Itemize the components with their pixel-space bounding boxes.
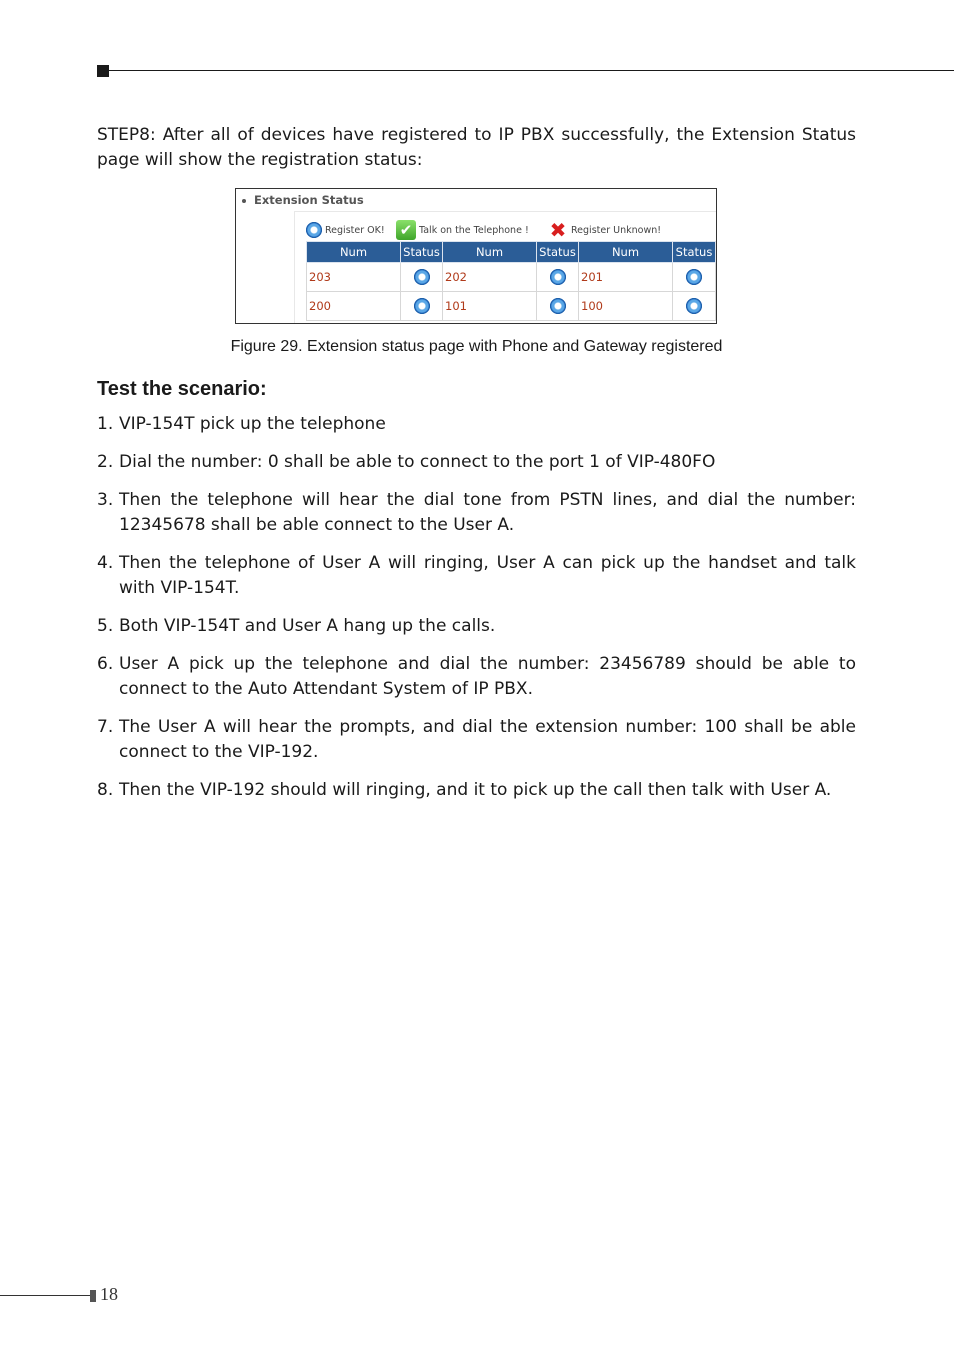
extension-num: 201 (579, 263, 673, 292)
extension-status-cell (537, 292, 579, 321)
legend-talk (396, 221, 529, 239)
figure-caption: Figure 29. Extension status page with Phone and Gateway registered (230, 338, 723, 355)
list-item-number: 1. (97, 414, 114, 434)
list-item (97, 551, 856, 601)
header-square-marker (97, 65, 109, 77)
list-item-number: 3. (97, 490, 114, 510)
table-row (307, 292, 716, 321)
list-item-text: The User A will hear the prompts, and dial the extension number: 100 shall be able connect to the VIP-192. (119, 717, 873, 762)
legend-register-ok-label: Register OK! (325, 224, 385, 236)
table-header-row (307, 242, 716, 263)
footer-rule (0, 1295, 90, 1296)
register-ok-icon (686, 269, 702, 285)
panel-left-border (294, 211, 295, 323)
list-item (97, 778, 856, 803)
column-header-status: Status (401, 242, 443, 263)
list-item (97, 715, 873, 765)
title-bullet-icon (242, 199, 246, 203)
column-header-status: Status (673, 242, 716, 263)
legend-register-ok (306, 221, 385, 239)
column-header-status: Status (537, 242, 579, 263)
page-number: 18 (100, 1284, 118, 1304)
extension-status-screenshot (235, 188, 717, 324)
extension-num: 200 (307, 292, 401, 321)
register-ok-icon (686, 298, 702, 314)
talk-checkmark-icon: ✔ (396, 220, 416, 240)
extension-status-title (242, 193, 364, 207)
list-item-number: 7. (97, 717, 114, 737)
column-header-num: Num (579, 242, 673, 263)
section-heading: Test the scenario: (97, 378, 267, 400)
list-item-number: 6. (97, 654, 114, 674)
extension-status-cell (673, 263, 716, 292)
extension-num: 202 (443, 263, 537, 292)
register-ok-icon (414, 298, 430, 314)
extension-status-table (306, 241, 716, 321)
extension-status-title-text: Extension Status (254, 193, 364, 207)
register-ok-icon (550, 269, 566, 285)
extension-status-cell (673, 292, 716, 321)
list-item-text: Both VIP-154T and User A hang up the calls. (119, 616, 496, 636)
list-item-text: Then the VIP-192 should will ringing, and it to pick up the call then talk with User A. (119, 780, 832, 800)
list-item-number: 2. (97, 452, 114, 472)
list-item (97, 652, 856, 702)
list-item-text: Then the telephone of User A will ringing, User A can pick up the handset and talk with VIP-154T. (119, 553, 856, 598)
footer-marker (90, 1290, 96, 1302)
panel-top-border (294, 211, 716, 212)
list-item-text: User A pick up the telephone and dial the number: 23456789 should be able to connect to the Auto Attendant System of IP PBX. (119, 654, 856, 699)
list-item (97, 412, 856, 437)
legend-talk-label: Talk on the Telephone ! (419, 224, 529, 236)
status-legend (306, 219, 716, 241)
extension-num: 203 (307, 263, 401, 292)
table-row (307, 263, 716, 292)
list-item-text: Dial the number: 0 shall be able to connect to the port 1 of VIP-480FO (119, 452, 716, 472)
extension-num: 100 (579, 292, 673, 321)
list-item (97, 488, 856, 538)
list-item-number: 5. (97, 616, 114, 636)
register-ok-icon (550, 298, 566, 314)
list-item-text: Then the telephone will hear the dial tone from PSTN lines, and dial the number: 12345678 shall be able connect to the User A. (119, 490, 856, 535)
register-unknown-cross-icon: ✖ (549, 218, 567, 242)
list-item-number: 8. (97, 780, 114, 800)
list-item-number: 4. (97, 553, 114, 573)
list-item (97, 614, 856, 639)
header-rule (109, 70, 954, 71)
register-ok-icon (414, 269, 430, 285)
step8-paragraph: STEP8: After all of devices have registered to IP PBX successfully, the Extension Status page will show the registration status: (97, 125, 856, 170)
extension-status-cell (401, 263, 443, 292)
extension-num: 101 (443, 292, 537, 321)
column-header-num: Num (443, 242, 537, 263)
legend-unknown-label: Register Unknown! (571, 224, 662, 236)
column-header-num: Num (307, 242, 401, 263)
list-item (97, 450, 856, 475)
list-item-text: VIP-154T pick up the telephone (119, 414, 386, 434)
register-ok-icon (306, 222, 322, 238)
extension-status-cell (401, 292, 443, 321)
extension-status-cell (537, 263, 579, 292)
legend-unknown (548, 218, 662, 242)
